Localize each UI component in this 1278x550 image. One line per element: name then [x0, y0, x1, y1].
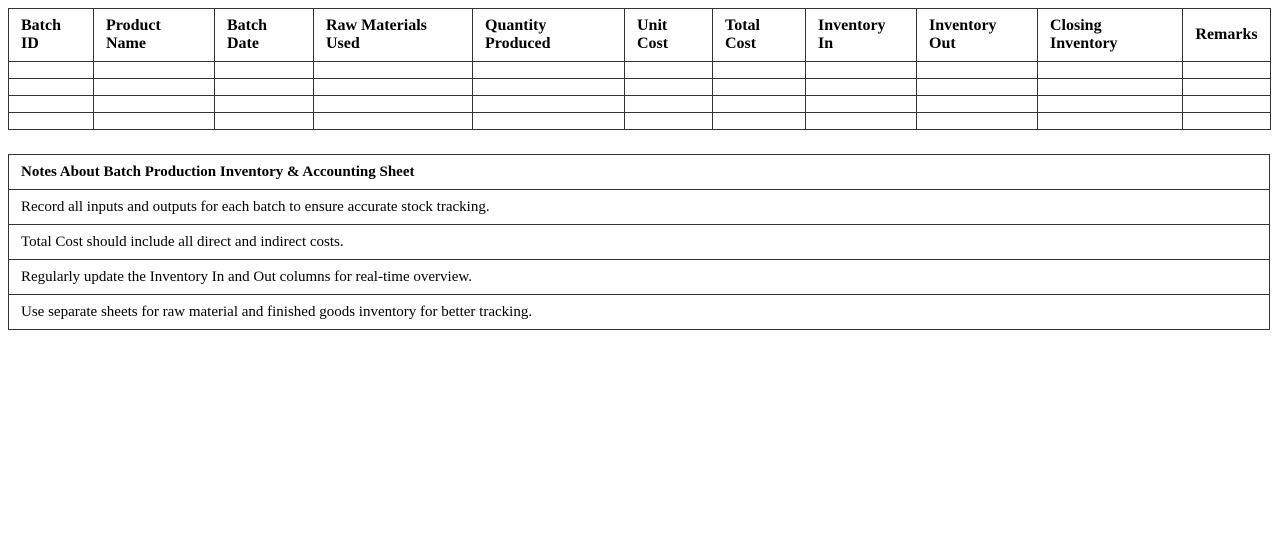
note-item: Record all inputs and outputs for each batch to ensure accurate stock tracking.	[9, 190, 1270, 225]
table-cell[interactable]	[94, 79, 215, 96]
table-cell[interactable]	[1183, 113, 1271, 130]
table-row	[9, 96, 1271, 113]
note-row	[9, 225, 1270, 260]
notes-title-row	[9, 155, 1270, 190]
note-row	[9, 190, 1270, 225]
table-row	[9, 79, 1271, 96]
table-cell[interactable]	[806, 113, 917, 130]
column-header-inventory-out: Inventory Out	[917, 9, 1038, 62]
table-cell[interactable]	[473, 79, 625, 96]
column-header-quantity-produced: Quantity Produced	[473, 9, 625, 62]
table-cell[interactable]	[625, 113, 713, 130]
column-header-inventory-in: Inventory In	[806, 9, 917, 62]
column-header-closing-inventory: Closing Inventory	[1038, 9, 1183, 62]
table-cell[interactable]	[625, 79, 713, 96]
notes-table	[8, 154, 1270, 330]
table-cell[interactable]	[94, 62, 215, 79]
table-cell[interactable]	[314, 96, 473, 113]
table-cell[interactable]	[9, 96, 94, 113]
table-cell[interactable]	[917, 96, 1038, 113]
notes-title: Notes About Batch Production Inventory & Accounting Sheet	[9, 155, 1270, 190]
batch-inventory-table	[8, 8, 1271, 130]
note-row	[9, 260, 1270, 295]
column-header-batch-date: Batch Date	[215, 9, 314, 62]
table-cell[interactable]	[9, 113, 94, 130]
table-cell[interactable]	[473, 113, 625, 130]
table-cell[interactable]	[713, 79, 806, 96]
table-cell[interactable]	[215, 113, 314, 130]
table-cell[interactable]	[806, 96, 917, 113]
table-cell[interactable]	[917, 113, 1038, 130]
table-cell[interactable]	[1038, 79, 1183, 96]
table-cell[interactable]	[713, 113, 806, 130]
table-cell[interactable]	[314, 79, 473, 96]
header-row	[9, 9, 1271, 62]
table-cell[interactable]	[713, 62, 806, 79]
column-header-batch-id: Batch ID	[9, 9, 94, 62]
table-cell[interactable]	[94, 113, 215, 130]
table-cell[interactable]	[473, 62, 625, 79]
column-header-unit-cost: Unit Cost	[625, 9, 713, 62]
table-row	[9, 113, 1271, 130]
table-cell[interactable]	[625, 96, 713, 113]
note-item: Total Cost should include all direct and indirect costs.	[9, 225, 1270, 260]
table-cell[interactable]	[806, 79, 917, 96]
table-cell[interactable]	[625, 62, 713, 79]
table-cell[interactable]	[1038, 62, 1183, 79]
table-cell[interactable]	[94, 96, 215, 113]
table-cell[interactable]	[215, 96, 314, 113]
column-header-raw-materials-used: Raw Materials Used	[314, 9, 473, 62]
table-cell[interactable]	[917, 62, 1038, 79]
table-cell[interactable]	[215, 62, 314, 79]
table-cell[interactable]	[473, 96, 625, 113]
column-header-remarks: Remarks	[1183, 9, 1271, 62]
note-item: Regularly update the Inventory In and Out columns for real-time overview.	[9, 260, 1270, 295]
column-header-total-cost: Total Cost	[713, 9, 806, 62]
note-row	[9, 295, 1270, 330]
table-cell[interactable]	[314, 113, 473, 130]
table-cell[interactable]	[1183, 79, 1271, 96]
table-cell[interactable]	[314, 62, 473, 79]
table-row	[9, 62, 1271, 79]
table-cell[interactable]	[917, 79, 1038, 96]
table-cell[interactable]	[9, 62, 94, 79]
table-cell[interactable]	[9, 79, 94, 96]
table-cell[interactable]	[1038, 96, 1183, 113]
table-cell[interactable]	[1038, 113, 1183, 130]
column-header-product-name: Product Name	[94, 9, 215, 62]
table-cell[interactable]	[1183, 96, 1271, 113]
table-cell[interactable]	[713, 96, 806, 113]
table-cell[interactable]	[215, 79, 314, 96]
table-cell[interactable]	[1183, 62, 1271, 79]
note-item: Use separate sheets for raw material and finished goods inventory for better tracking.	[9, 295, 1270, 330]
table-cell[interactable]	[806, 62, 917, 79]
